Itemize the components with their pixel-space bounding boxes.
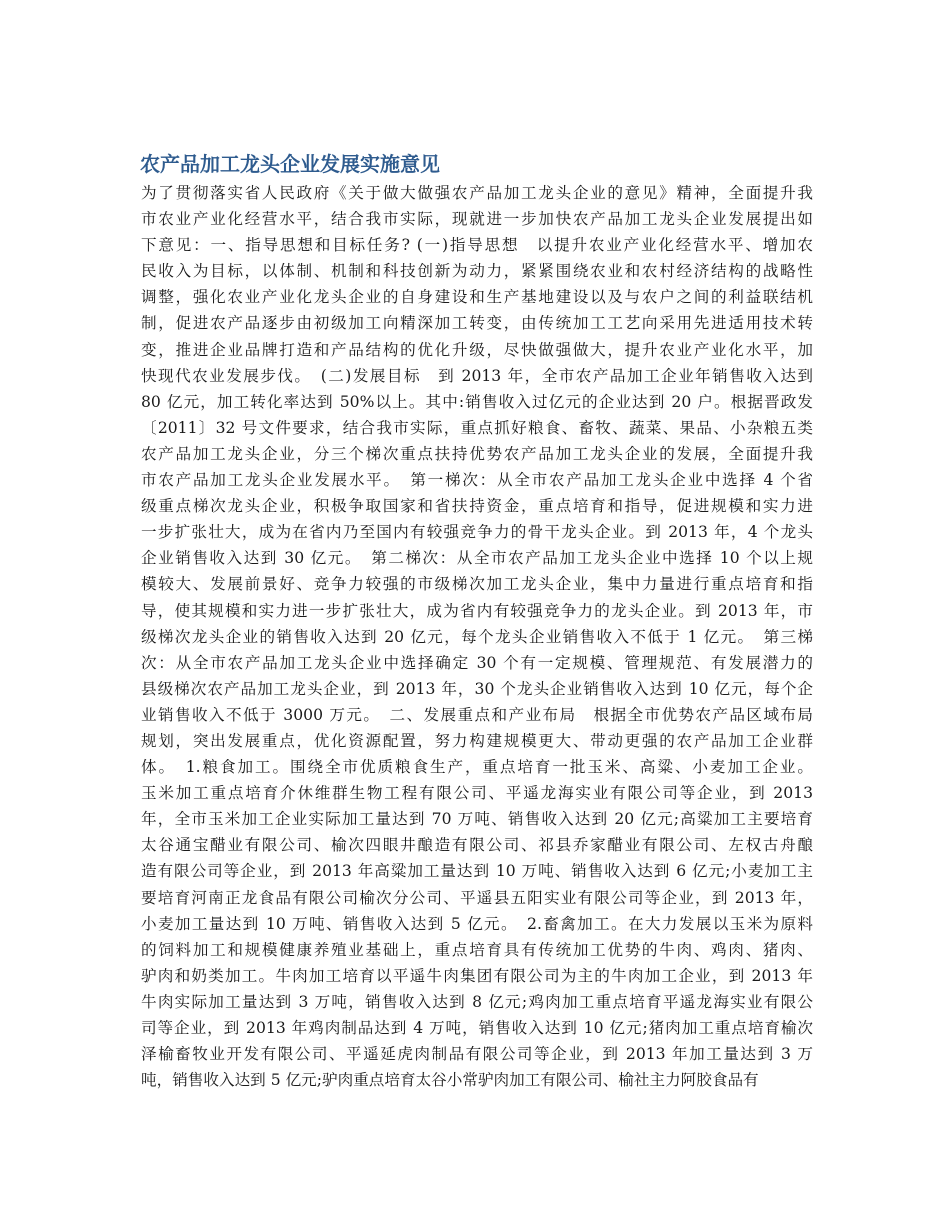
body-text-line: 县级梯次农产品加工龙头企业，到 2013 年，30 个龙头企业销售收入达到 10 亿元，每个企 bbox=[141, 679, 813, 698]
body-text-line: 体。 1.粮食加工。围绕全市优质粮食生产，重点培育一批玉米、高粱、小麦加工企业。 bbox=[141, 758, 813, 777]
body-text-line: 年，全市玉米加工企业实际加工量达到 70 万吨、销售收入达到 20 亿元;高粱加工主要培育 bbox=[141, 810, 813, 829]
body-text-line: 农产品加工龙头企业，分三个梯次重点扶持优势农产品加工龙头企业的发展，全面提升我 bbox=[141, 444, 813, 463]
body-text-line: 次：从全市农产品加工龙头企业中选择确定 30 个有一定规模、管理规范、有发展潜力的 bbox=[141, 653, 813, 672]
body-text-line: 造有限公司等企业，到 2013 年高粱加工量达到 10 万吨、销售收入达到 6 亿元;小麦加工主 bbox=[141, 862, 813, 881]
body-text-line: 为了贯彻落实省人民政府《关于做大做强农产品加工龙头企业的意见》精神，全面提升我 bbox=[141, 184, 813, 202]
body-text-line: 驴肉和奶类加工。牛肉加工培育以平遥牛肉集团有限公司为主的牛肉加工企业，到 2013 年 bbox=[141, 966, 813, 985]
body-text-line: 调整，强化农业产业化龙头企业的自身建设和生产基地建设以及与农户之间的利益联结机 bbox=[141, 288, 813, 307]
body-text-line: 企业销售收入达到 30 亿元。 第二梯次：从全市农产品加工龙头企业中选择 10 个以上规 bbox=[141, 549, 813, 568]
body-text-line: 泽榆畜牧业开发有限公司、平遥延虎肉制品有限公司等企业，到 2013 年加工量达到 3 万 bbox=[141, 1045, 813, 1064]
document-body bbox=[141, 180, 813, 1093]
body-text-line: 业销售收入不低于 3000 万元。 二、发展重点和产业布局 根据全市优势农产品区域布局 bbox=[141, 705, 813, 724]
body-text-line: 变，推进企业品牌打造和产品结构的优化升级，尽快做强做大，提升农业产业化水平，加 bbox=[141, 340, 813, 359]
body-text-line: 80 亿元，加工转化率达到 50%以上。其中:销售收入过亿元的企业达到 20 户。根据晋政发 bbox=[141, 392, 813, 411]
body-text-line: 〔2011〕32 号文件要求，结合我市实际，重点抓好粮食、畜牧、蔬菜、果品、小杂粮五类 bbox=[141, 418, 813, 437]
body-text-line: 下意见：一、指导思想和目标任务? (一)指导思想 以提升农业产业化经营水平、增加农 bbox=[141, 236, 813, 255]
body-text-line: 市农产品加工龙头企业发展水平。 第一梯次：从全市农产品加工龙头企业中选择 4 个省 bbox=[141, 471, 813, 490]
document-title: 农产品加工龙头企业发展实施意见 bbox=[140, 152, 440, 176]
body-text-line: 要培育河南正龙食品有限公司榆次分公司、平遥县五阳实业有限公司等企业，到 2013 年， bbox=[141, 888, 813, 907]
body-text-line: 市农业产业化经营水平，结合我市实际，现就进一步加快农产品加工龙头企业发展提出如 bbox=[141, 210, 813, 229]
body-text-line: 太谷通宝醋业有限公司、榆次四眼井酿造有限公司、祁县乔家醋业有限公司、左权古舟酿 bbox=[141, 836, 813, 855]
body-text-line: 级梯次龙头企业的销售收入达到 20 亿元，每个龙头企业销售收入不低于 1 亿元。 第三梯 bbox=[141, 627, 813, 646]
body-text-line: 快现代农业发展步伐。 (二)发展目标 到 2013 年，全市农产品加工企业年销售收入达到 bbox=[141, 366, 813, 385]
body-text-line: 的饲料加工和规模健康养殖业基础上，重点培育具有传统加工优势的牛肉、鸡肉、猪肉、 bbox=[141, 940, 813, 959]
body-text-line: 规划，突出发展重点，优化资源配置，努力构建规模更大、带动更强的农产品加工企业群 bbox=[141, 731, 813, 750]
body-text-line: 玉米加工重点培育介休维群生物工程有限公司、平遥龙海实业有限公司等企业，到 2013 bbox=[141, 784, 813, 803]
body-text-line: 牛肉实际加工量达到 3 万吨，销售收入达到 8 亿元;鸡肉加工重点培育平遥龙海实业有限公 bbox=[141, 992, 813, 1011]
body-text-line: 模较大、发展前景好、竞争力较强的市级梯次加工龙头企业，集中力量进行重点培育和指 bbox=[141, 575, 813, 594]
body-text-line: 司等企业，到 2013 年鸡肉制品达到 4 万吨，销售收入达到 10 亿元;猪肉加工重点培育榆次 bbox=[141, 1019, 813, 1037]
body-text-line: 吨，销售收入达到 5 亿元;驴肉重点培育太谷小常驴肉加工有限公司、榆社主力阿胶食品有 bbox=[141, 1071, 759, 1090]
body-text-line: 制，促进农产品逐步由初级加工向精深加工转变，由传统加工工艺向采用先进适用技术转 bbox=[141, 314, 813, 333]
body-text-line: 民收入为目标，以体制、机制和科技创新为动力，紧紧围绕农业和农村经济结构的战略性 bbox=[141, 262, 813, 281]
body-text-line: 级重点梯次龙头企业，积极争取国家和省扶持资金，重点培育和指导，促进规模和实力进 bbox=[141, 497, 813, 516]
body-text-line: 一步扩张壮大，成为在省内乃至国内有较强竞争力的骨干龙头企业。到 2013 年，4 个龙头 bbox=[141, 523, 813, 542]
body-text-line: 小麦加工量达到 10 万吨、销售收入达到 5 亿元。 2.畜禽加工。在大力发展以玉米为原料 bbox=[141, 914, 813, 933]
body-text-line: 导，使其规模和实力进一步扩张壮大，成为省内有较强竞争力的龙头企业。到 2013 年，市 bbox=[141, 601, 813, 620]
